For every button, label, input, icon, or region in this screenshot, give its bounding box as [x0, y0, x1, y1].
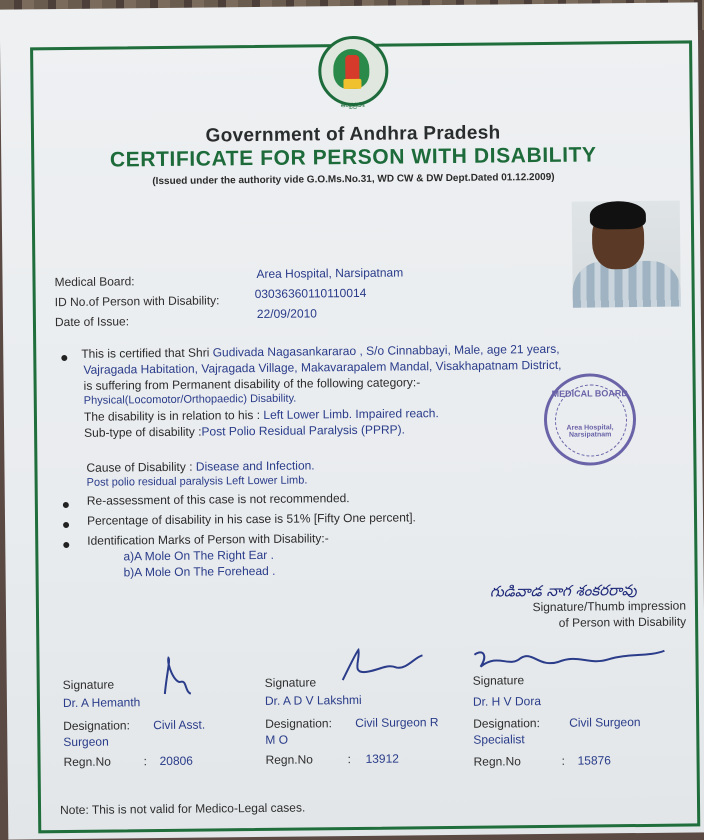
bullet-dot	[63, 502, 69, 508]
signatory-1-name: Dr. A Hemanth	[62, 695, 141, 711]
emblem-caption: ఆంధ్రప్రదేశ్	[340, 102, 365, 110]
signatory-3-regn-label: Regn.No	[473, 754, 522, 769]
signatory-3-regn-separator: :	[561, 753, 565, 768]
signatory-2-regn: 13912	[365, 751, 399, 766]
state-emblem-icon	[318, 36, 389, 107]
certification-line-1: This is certified that Shri Gudivada Nagasankararao , S/o Cinnabbayi, Male, age 21 years,	[81, 341, 560, 361]
date-of-issue-label: Date of Issue:	[54, 314, 130, 330]
identification-mark-a: a)A Mole On The Right Ear .	[123, 547, 274, 564]
signatory-3-signature-label: Signature	[472, 673, 525, 688]
person-signature: గుడివాడ నాగ శంకరరావు	[489, 581, 637, 601]
legal-note: Note: This is not valid for Medico-Legal cases.	[59, 800, 306, 818]
disability-subtype: Sub-type of disability :Post Polio Residual Paralysis (PPRP).	[84, 422, 405, 440]
signatory-1-designation-label: Designation:	[63, 718, 130, 734]
signatory-2-designation-1: Civil Surgeon R	[355, 715, 439, 730]
identification-mark-b: b)A Mole On The Forehead .	[123, 563, 276, 580]
signatory-1-signature-label: Signature	[62, 677, 115, 693]
signatory-3-designation-label: Designation:	[473, 716, 540, 731]
signature-scribble-2	[336, 643, 426, 688]
bullet-dot	[61, 355, 67, 361]
cause-of-disability: Cause of Disability : Disease and Infection.	[86, 458, 315, 475]
signatory-2-name: Dr. A D V Lakshmi	[264, 692, 362, 708]
signatory-1-regn-label: Regn.No	[63, 754, 112, 770]
signatory-1-regn: 20806	[159, 753, 193, 769]
person-photo	[572, 201, 681, 308]
signatory-2-signature-label: Signature	[264, 675, 317, 690]
id-number-value: 03036360110110014	[254, 285, 367, 302]
signatory-2-designation-2: M O	[265, 732, 289, 747]
disability-relation: The disability is in relation to his : Left Lower Limb. Impaired reach.	[83, 406, 439, 424]
signatory-1-designation-2: Surgeon	[63, 734, 109, 750]
cause-detail: Post polio residual paralysis Left Lower Limb.	[86, 474, 308, 489]
bullet-dot	[63, 522, 69, 528]
signatory-3-designation-2: Specialist	[473, 732, 525, 747]
date-of-issue-value: 22/09/2010	[256, 306, 318, 322]
signatory-3-designation-1: Civil Surgeon	[569, 715, 641, 730]
signatory-2-regn-separator: :	[347, 752, 351, 767]
certification-line-3: is suffering from Permanent disability of the following category:-	[83, 375, 421, 393]
certification-line-2: Vajragada Habitation, Vajragada Village, Makavarapalem Mandal, Visakhapatnam District,	[83, 357, 562, 377]
id-number-label: ID No.of Person with Disability:	[54, 293, 220, 310]
signatory-1-regn-separator: :	[143, 754, 147, 769]
signatory-2-regn-label: Regn.No	[265, 752, 313, 767]
signature-label-line-2: of Person with Disability	[558, 614, 687, 630]
certificate-paper	[0, 2, 704, 839]
signatory-3-regn: 15876	[577, 753, 612, 768]
medical-board-stamp	[544, 373, 637, 466]
signature-scribble-1	[156, 654, 196, 700]
signatory-3-name: Dr. H V Dora	[472, 694, 542, 709]
reassessment-line: Re-assessment of this case is not recommended.	[86, 491, 350, 508]
identification-heading: Identification Marks of Person with Disability:-	[87, 531, 329, 548]
medical-board-label: Medical Board:	[54, 274, 135, 290]
bullet-dot	[63, 542, 69, 548]
signatory-1-designation-1: Civil Asst.	[153, 717, 206, 733]
disability-category: Physical(Locomotor/Orthopaedic) Disability.	[83, 392, 297, 407]
certificate-title: CERTIFICATE FOR PERSON WITH DISABILITY	[109, 143, 597, 172]
government-heading: Government of Andhra Pradesh	[205, 122, 501, 147]
stamp-subtitle: Area Hospital, Narsipatnam	[566, 424, 614, 439]
percentage-line: Percentage of disability in his case is 51% [Fifty One percent].	[86, 510, 416, 528]
signatory-2-designation-label: Designation:	[265, 716, 332, 731]
medical-board-value: Area Hospital, Narsipatnam	[256, 265, 404, 282]
stamp-title: MEDICAL BOARD	[551, 388, 628, 399]
issued-authority-line: (Issued under the authority vide G.O.Ms.No.31, WD CW & DW Dept.Dated 01.12.2009)	[152, 171, 555, 188]
signature-label-line-1: Signature/Thumb impression	[532, 598, 687, 615]
